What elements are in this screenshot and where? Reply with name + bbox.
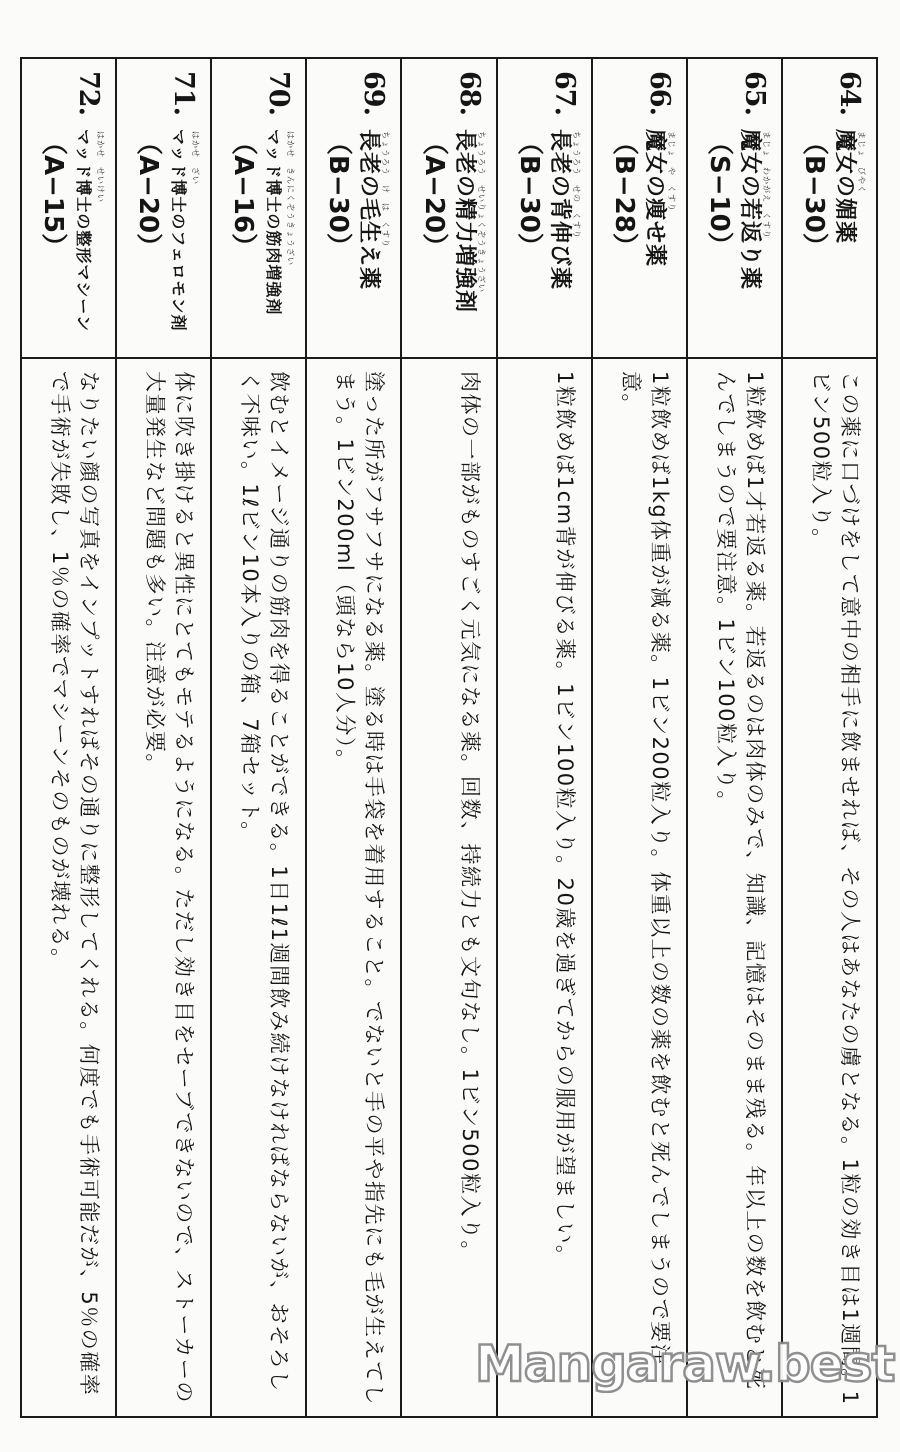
item-number: 70. <box>263 71 295 115</box>
item-rank: （A−16） <box>228 129 259 260</box>
item-name-cell <box>401 58 496 358</box>
item-rank: （S−10） <box>703 129 734 258</box>
item-name-ruby: まじょ や くすり <box>666 131 676 212</box>
item-name-cell <box>211 58 306 358</box>
item-rank: （B−28） <box>608 129 639 259</box>
table-row <box>306 58 401 1417</box>
item-description: 飲むとイメージ通りの筋肉を得ることができる。1日1ℓ1週間飲み続けなければならないが、おそろしく不味い。1ℓビン10本入りの箱、7箱セット。 <box>238 371 292 1393</box>
table-row <box>21 58 116 1417</box>
item-description: 体に吹き掛けると異性にとてもモテるようになる。ただし効き目をセーブできないので、ストーカーの大量発生など問題も多い。注意が必要。 <box>143 371 197 1404</box>
item-name-cell <box>497 58 592 358</box>
item-name-cell <box>116 58 211 358</box>
item-rank: （B−30） <box>799 129 829 259</box>
item-description-cell <box>687 358 782 1417</box>
item-number: 64. <box>834 71 865 115</box>
table-row <box>211 58 306 1417</box>
watermark: Mangaraw.best <box>475 1335 895 1393</box>
item-number: 67. <box>548 71 580 115</box>
item-number: 65. <box>738 71 770 115</box>
item-name-ruby: はかせ せいけい <box>96 131 106 203</box>
item-description: 1粒飲めば1cm背が伸びる薬。1ビン100粒入り。20歳を過ぎてからの服用が望ましい。 <box>552 371 577 1268</box>
item-description-cell <box>401 358 496 1417</box>
item-number: 71. <box>168 71 200 115</box>
item-name-cell <box>782 58 877 358</box>
item-description-cell <box>116 358 211 1417</box>
item-name: マッド博士の筋肉増強剤 <box>264 129 284 316</box>
item-description-cell <box>592 358 687 1417</box>
item-name-ruby: ちょうろう せの くすり <box>571 131 581 239</box>
item-name: 魔女の痩せ薬 <box>641 129 667 268</box>
item-name-cell <box>687 58 782 358</box>
item-description-cell <box>306 358 401 1417</box>
table-row <box>497 58 592 1417</box>
item-name-ruby: ちょうろう せいりょくぞうきょうざい <box>476 131 486 293</box>
item-description-cell <box>497 358 592 1417</box>
item-number: 72. <box>73 71 105 115</box>
item-name: マッド博士のフェロモン剤 <box>169 129 189 332</box>
item-name-cell <box>592 58 687 358</box>
item-rank: （A−20） <box>133 129 164 260</box>
table-row <box>401 58 496 1417</box>
item-name: 魔女の媚薬 <box>832 129 857 245</box>
item-rank: （B−30） <box>323 129 354 259</box>
item-name-ruby: ちょうろう け は くすり <box>381 131 391 248</box>
item-description: 肉体の一部がものすごく元気になる薬。回数、持続力とも文句なし。1ビン500粒入り。 <box>457 371 482 1263</box>
item-name: 長老の背伸び薬 <box>546 129 572 291</box>
item-description: 塗った所がフサフサになる薬。塗る時は手袋を着用すること。でないと手の平や指先にも毛が生えてしまう。1ビン200ml（頭なら10人分）。 <box>333 371 387 1406</box>
item-description: 1粒飲めば1kg体重が減る薬。1ビン200粒入り。体重以上の数の薬を飲むと死んでしまうので要注意。 <box>618 371 672 1367</box>
item-name-ruby: まじょ わかがえ くすり <box>761 131 771 239</box>
item-description: なりたい顔の写真をインプットすればその通りに整形してくれる。何度でも手術可能だが、5％の確率で手術が失敗し、1％の確率でマシーンそのものが壊れる。 <box>48 371 102 1397</box>
item-description: 1粒飲めば1才若返る薬。若返るのは肉体のみで、知識、記憶はそのまま残る。年以上の数を飲むと死んでしまうので要注意。1ビン100粒入り。 <box>713 371 767 1391</box>
item-name: 長老の毛生え薬 <box>356 129 382 291</box>
item-name-cell <box>21 58 116 358</box>
item-rank: （B−30） <box>513 129 544 259</box>
item-name-ruby: まじょ びやく <box>857 131 866 194</box>
item-name-cell <box>306 58 401 358</box>
table-row <box>782 58 877 1417</box>
item-number: 69. <box>358 71 390 115</box>
item-description-cell <box>211 358 306 1417</box>
item-table <box>20 57 878 1418</box>
table-row <box>592 58 687 1417</box>
item-name: 魔女の若返り薬 <box>736 129 762 291</box>
item-rank: （A−20） <box>418 129 449 260</box>
item-name-ruby: はかせ ざい <box>191 131 201 185</box>
table-row <box>116 58 211 1417</box>
item-number: 66. <box>643 71 675 115</box>
table-row <box>687 58 782 1417</box>
item-rank: （A−15） <box>38 129 69 260</box>
item-number: 68. <box>453 71 485 115</box>
item-description-cell <box>782 358 877 1417</box>
item-name: マッド博士の整形マシーン <box>74 129 94 333</box>
item-description: この薬に口づけをして意中の相手に飲ませれば、その人はあなたの虜となる。1粒の効き目は1週間。1ビン500粒入り。 <box>809 371 862 1406</box>
item-name: 長老の精力増強剤 <box>451 129 477 314</box>
item-description-cell <box>21 358 116 1417</box>
item-table-rotated <box>20 57 878 1418</box>
item-name-ruby: はかせ きんにくぞうきょうざい <box>286 131 296 266</box>
